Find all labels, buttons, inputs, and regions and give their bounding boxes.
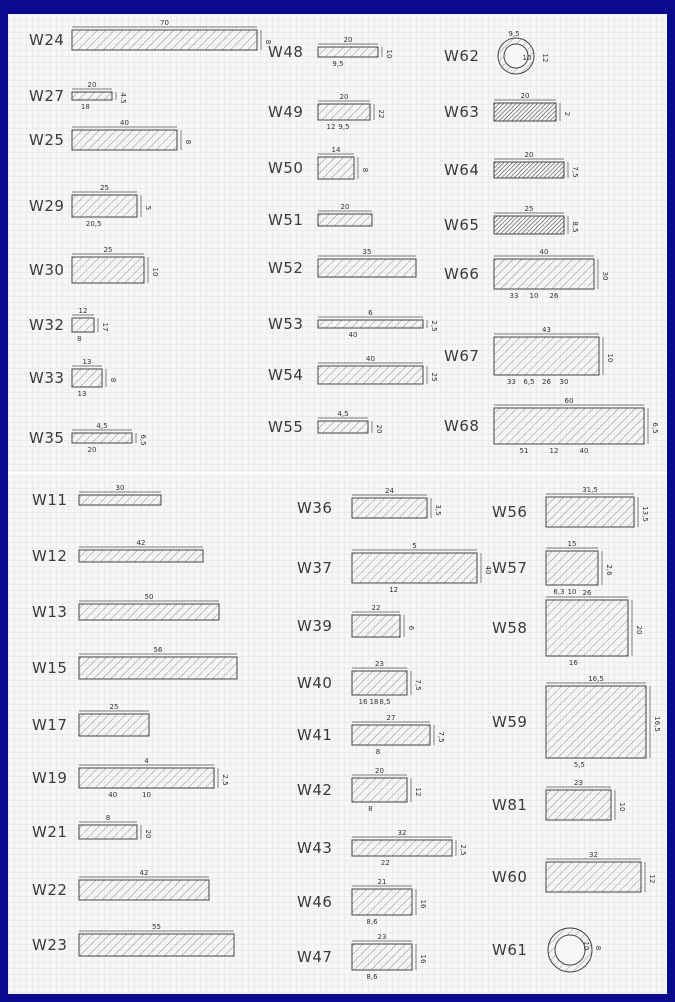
w17-label: W17 [32, 716, 68, 734]
w42-dim-1: 8 [368, 805, 373, 813]
w21-dim-1: 20 [144, 829, 152, 839]
w58-profile [546, 600, 628, 656]
w51-label: W51 [268, 211, 304, 229]
w29-label: W29 [29, 197, 65, 215]
w57-dim-2: 10 [567, 588, 577, 596]
w58-dim-0: 26 [582, 589, 592, 597]
w43-dim-2: 2,5 [459, 844, 467, 856]
w42-profile [352, 778, 407, 802]
w35-dim-1: 20 [87, 446, 97, 454]
w11-profile [79, 495, 161, 505]
w65-profile [494, 216, 564, 234]
w68-dim-3: 40 [579, 447, 589, 455]
w53-dim-2: 2,5 [430, 320, 438, 332]
w52-profile [318, 259, 416, 277]
w47-dim-2: 16 [419, 954, 427, 964]
w60-dim-0: 32 [589, 851, 598, 859]
w17-profile [79, 714, 149, 736]
w81-dim-0: 23 [574, 779, 583, 787]
w56-label: W56 [492, 503, 528, 521]
w52-dim-0: 35 [362, 248, 372, 256]
w25-dim-1: 8 [184, 139, 192, 145]
w41-dim-2: 7,5 [437, 731, 445, 743]
w57-dim-0: 15 [567, 540, 577, 548]
w21-dim-0: 8 [105, 814, 111, 822]
w48-dim-1: 9,5 [332, 60, 344, 68]
w19-dim-1: 40 [108, 791, 118, 799]
w39-profile [352, 615, 400, 637]
w64-dim-1: 7,5 [571, 166, 579, 178]
w60-label: W60 [492, 868, 528, 886]
w48-dim-0: 20 [343, 36, 353, 44]
w24-dim-1: 8 [264, 39, 272, 45]
w43-dim-0: 32 [397, 829, 407, 837]
w29-dim-0: 25 [100, 184, 109, 192]
w48-label: W48 [268, 43, 304, 61]
w17-dim-0: 25 [109, 703, 119, 711]
w37-profile [352, 553, 477, 583]
w59-profile [546, 686, 646, 758]
w62-dim-0: 9,5 [508, 30, 520, 38]
w49-dim-3: 22 [377, 109, 385, 119]
w66-label: W66 [444, 265, 480, 283]
w66-dim-1: 33 [509, 292, 519, 300]
w35-label: W35 [29, 429, 65, 447]
w21-label: W21 [32, 823, 68, 841]
w43-profile [352, 840, 452, 856]
w15-profile [79, 657, 237, 679]
w46-dim-0: 21 [377, 878, 387, 886]
w23-dim-0: 55 [152, 923, 161, 931]
w27-profile [72, 92, 112, 100]
w50-label: W50 [268, 159, 304, 177]
w63-profile [494, 103, 556, 121]
w61-bore [555, 935, 585, 965]
w30-label: W30 [29, 261, 65, 279]
w35-dim-2: 6,5 [139, 434, 147, 446]
w57-profile [546, 551, 598, 585]
w68-profile [494, 408, 644, 444]
w46-profile [352, 889, 412, 915]
w37-label: W37 [297, 559, 333, 577]
w29-dim-1: 20,5 [85, 220, 102, 228]
w41-dim-0: 27 [386, 714, 396, 722]
w67-dim-2: 6,5 [523, 378, 535, 386]
w30-dim-1: 10 [151, 267, 159, 277]
w32-dim-1: 8 [77, 335, 82, 343]
w56-dim-0: 31,5 [582, 486, 598, 494]
w62-label: W62 [444, 47, 480, 65]
w66-dim-3: 26 [549, 292, 559, 300]
w36-label: W36 [297, 499, 333, 517]
w56-profile [546, 497, 634, 527]
w41-dim-1: 8 [375, 748, 381, 756]
w49-profile [318, 104, 370, 120]
w59-dim-2: 16,5 [653, 716, 661, 732]
w12-label: W12 [32, 547, 68, 565]
w62-dim-2: 12 [541, 53, 549, 63]
w22-profile [79, 880, 209, 900]
w53-profile [318, 320, 423, 328]
w50-profile [318, 157, 354, 179]
w63-dim-0: 20 [520, 92, 530, 100]
w61-label: W61 [492, 941, 528, 959]
w60-profile [546, 862, 641, 892]
w42-dim-2: 12 [414, 787, 422, 797]
w32-profile [72, 318, 94, 332]
w19-dim-2: 10 [142, 791, 151, 799]
w25-dim-0: 40 [120, 119, 129, 127]
w46-dim-1: 8,6 [366, 918, 378, 926]
w13-dim-0: 50 [144, 593, 154, 601]
w11-label: W11 [32, 491, 68, 509]
w81-profile [546, 790, 611, 820]
w66-dim-2: 10 [529, 292, 539, 300]
w15-label: W15 [32, 659, 68, 677]
w55-label: W55 [268, 418, 304, 436]
w43-label: W43 [297, 839, 333, 857]
w32-label: W32 [29, 316, 65, 334]
w33-dim-2: 8 [109, 377, 117, 383]
w13-label: W13 [32, 603, 68, 621]
w58-label: W58 [492, 619, 528, 637]
w15-dim-0: 56 [153, 646, 163, 654]
w19-dim-3: 2,5 [221, 774, 229, 786]
w19-profile [79, 768, 214, 788]
w24-label: W24 [29, 31, 65, 49]
w67-label: W67 [444, 347, 480, 365]
w49-label: W49 [268, 103, 304, 121]
w53-dim-1: 40 [348, 331, 358, 339]
w40-dim-2: 18 [369, 698, 379, 706]
w55-dim-1: 20 [375, 424, 383, 434]
w55-dim-0: 4,5 [337, 410, 349, 418]
w33-label: W33 [29, 369, 65, 387]
w25-profile [72, 130, 177, 150]
w57-dim-3: 2,6 [605, 564, 613, 576]
w40-label: W40 [297, 674, 333, 692]
w33-profile [72, 369, 102, 387]
w39-dim-0: 22 [371, 604, 381, 612]
w12-profile [79, 550, 203, 562]
w66-dim-0: 40 [539, 248, 549, 256]
w59-dim-1: 5,5 [573, 761, 585, 769]
w68-dim-0: 60 [564, 397, 574, 405]
w48-dim-2: 10 [385, 49, 393, 59]
w39-dim-1: 6 [407, 625, 415, 631]
w13-profile [79, 604, 219, 620]
w67-dim-1: 33 [507, 378, 516, 386]
w35-profile [72, 433, 132, 443]
w46-label: W46 [297, 893, 333, 911]
w40-profile [352, 671, 407, 695]
w30-profile [72, 257, 144, 283]
w36-dim-0: 24 [385, 487, 394, 495]
w11-dim-0: 30 [115, 484, 125, 492]
w81-label: W81 [492, 796, 528, 814]
w47-dim-0: 23 [377, 933, 387, 941]
w64-label: W64 [444, 161, 480, 179]
w58-dim-1: 16 [568, 659, 578, 667]
w65-dim-1: 8,5 [571, 221, 579, 233]
w67-dim-4: 30 [559, 378, 569, 386]
w41-label: W41 [297, 726, 333, 744]
w22-label: W22 [32, 881, 68, 899]
w21-profile [79, 825, 137, 839]
w57-dim-1: 6,3 [553, 588, 565, 596]
w22-dim-0: 42 [139, 869, 149, 877]
w24-profile [72, 30, 257, 50]
w50-dim-0: 14 [331, 146, 341, 154]
w52-label: W52 [268, 259, 304, 277]
w42-label: W42 [297, 781, 333, 799]
w65-label: W65 [444, 216, 480, 234]
w64-profile [494, 162, 564, 178]
w67-dim-5: 10 [606, 353, 614, 363]
w62-dim-1: 10 [522, 54, 532, 62]
w58-dim-2: 20 [635, 625, 643, 635]
w27-dim-1: 18 [80, 103, 90, 111]
w54-profile [318, 366, 423, 384]
w40-dim-1: 16 [358, 698, 368, 706]
w63-label: W63 [444, 103, 480, 121]
w33-dim-1: 13 [77, 390, 87, 398]
w66-dim-4: 30 [601, 271, 609, 281]
w47-profile [352, 944, 412, 970]
w67-dim-0: 43 [542, 326, 551, 334]
w37-dim-2: 40 [484, 565, 492, 575]
w68-label: W68 [444, 417, 480, 435]
w40-dim-0: 23 [375, 660, 384, 668]
w64-dim-0: 20 [524, 151, 534, 159]
w23-label: W23 [32, 936, 68, 954]
w25-label: W25 [29, 131, 65, 149]
w30-dim-0: 25 [103, 246, 113, 254]
w55-profile [318, 421, 368, 433]
w19-label: W19 [32, 769, 68, 787]
w43-dim-1: 22 [380, 859, 390, 867]
w46-dim-2: 16 [419, 899, 427, 909]
w56-dim-1: 13,5 [641, 506, 649, 522]
w36-profile [352, 498, 427, 518]
w37-dim-1: 12 [389, 586, 399, 594]
w29-profile [72, 195, 137, 217]
w51-profile [318, 214, 372, 226]
w35-dim-0: 4,5 [96, 422, 108, 430]
w12-dim-0: 42 [136, 539, 146, 547]
w68-dim-1: 51 [519, 447, 529, 455]
w61-dim-1: 8 [594, 945, 602, 951]
w68-dim-4: 6,5 [651, 422, 659, 434]
w65-dim-0: 25 [524, 205, 534, 213]
w59-label: W59 [492, 713, 528, 731]
w40-dim-4: 7,5 [414, 679, 422, 691]
w53-label: W53 [268, 315, 304, 333]
w53-dim-0: 6 [368, 309, 373, 317]
w66-profile [494, 259, 594, 289]
w27-dim-2: 4.5 [119, 92, 127, 104]
w49-dim-1: 12 [326, 123, 336, 131]
w27-label: W27 [29, 87, 65, 105]
w42-dim-0: 20 [375, 767, 384, 775]
w33-dim-0: 13 [82, 358, 92, 366]
w54-label: W54 [268, 366, 304, 384]
w47-label: W47 [297, 948, 333, 966]
w63-dim-1: 2 [563, 111, 571, 117]
w51-dim-0: 20 [340, 203, 350, 211]
w32-dim-2: 17 [101, 322, 109, 332]
w49-dim-0: 20 [339, 93, 349, 101]
w39-label: W39 [297, 617, 333, 635]
w19-dim-0: 4 [144, 757, 149, 765]
w29-dim-2: 5 [144, 205, 152, 211]
w68-dim-2: 12 [549, 447, 559, 455]
w67-dim-3: 26 [542, 378, 551, 386]
w32-dim-0: 12 [78, 307, 88, 315]
w67-profile [494, 337, 599, 375]
w54-dim-1: 25 [430, 372, 438, 382]
w36-dim-1: 3,5 [434, 504, 442, 516]
w40-dim-3: 8,5 [379, 698, 391, 706]
w57-label: W57 [492, 559, 528, 577]
w54-dim-0: 40 [366, 355, 375, 363]
w27-dim-0: 20 [87, 81, 97, 89]
w60-dim-1: 12 [648, 874, 656, 884]
w47-dim-1: 8,6 [366, 973, 378, 981]
w48-profile [318, 47, 378, 57]
w50-dim-1: 8 [361, 167, 369, 173]
w23-profile [79, 934, 234, 956]
w81-dim-1: 10 [618, 802, 626, 812]
w59-dim-0: 16,5 [588, 675, 604, 683]
w24-dim-0: 70 [160, 19, 169, 27]
w61-dim-0: 10 [582, 941, 590, 951]
w41-profile [352, 725, 430, 745]
w49-dim-2: 9,5 [338, 123, 350, 131]
w37-dim-0: 5 [412, 542, 417, 550]
